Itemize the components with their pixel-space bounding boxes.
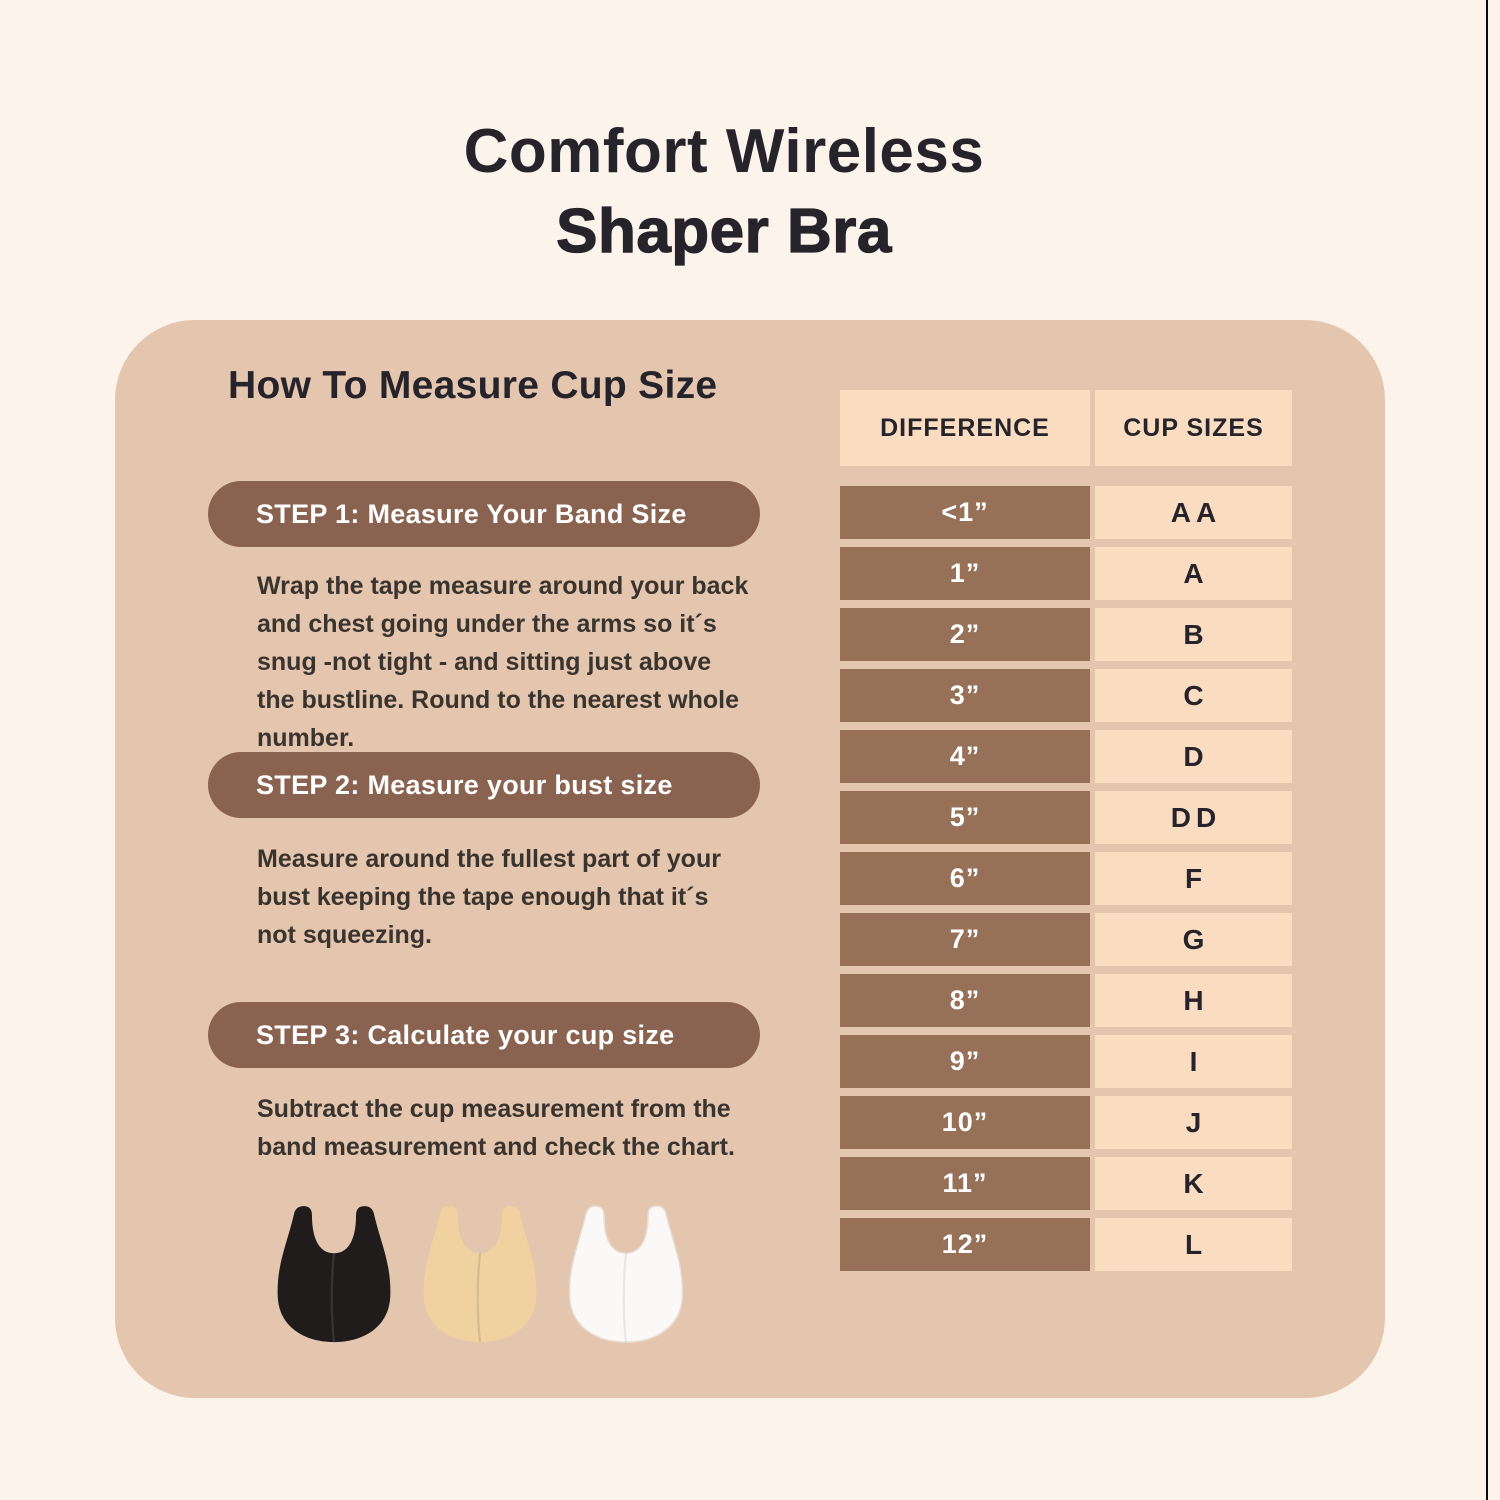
table-row — [840, 1035, 1292, 1088]
table-header-row — [840, 390, 1292, 466]
cup-size-cell: K — [1095, 1157, 1292, 1210]
difference-cell: 2” — [840, 608, 1090, 661]
cup-size-cell: DD — [1095, 791, 1292, 844]
table-row — [840, 852, 1292, 905]
cup-size-cell: AA — [1095, 486, 1292, 539]
step-2-label: STEP 2: Measure your bust size — [256, 769, 673, 800]
title-line-1: Comfort Wireless — [463, 117, 985, 186]
cup-size-cell: G — [1095, 913, 1292, 966]
table-row — [840, 1157, 1292, 1210]
difference-cell: 6” — [840, 852, 1090, 905]
difference-cell: 3” — [840, 669, 1090, 722]
title-line-2: Shaper Bra — [556, 197, 892, 266]
cup-size-cell: A — [1095, 547, 1292, 600]
table-row — [840, 547, 1292, 600]
table-row — [840, 1218, 1292, 1271]
table-row — [840, 1096, 1292, 1149]
step-3-pill — [208, 1002, 760, 1068]
bra-product-images — [255, 1200, 705, 1352]
table-row — [840, 608, 1292, 661]
cup-size-cell: H — [1095, 974, 1292, 1027]
difference-cell: 9” — [840, 1035, 1090, 1088]
table-row — [840, 974, 1292, 1027]
cup-size-cell: J — [1095, 1096, 1292, 1149]
difference-cell: 4” — [840, 730, 1090, 783]
cup-size-cell: D — [1095, 730, 1292, 783]
page-title — [0, 112, 1448, 272]
step-2-description: Measure around the fullest part of your bust keeping the tape enough that it´s not squeezing. — [257, 845, 721, 949]
cup-size-cell: F — [1095, 852, 1292, 905]
difference-cell: 7” — [840, 913, 1090, 966]
cup-size-cell: B — [1095, 608, 1292, 661]
step-3-label: STEP 3: Calculate your cup size — [256, 1019, 675, 1050]
difference-cell: 1” — [840, 547, 1090, 600]
nude-bra-image — [401, 1200, 559, 1352]
difference-cell: 12” — [840, 1218, 1090, 1271]
cup-size-cell: L — [1095, 1218, 1292, 1271]
step-2-pill — [208, 752, 760, 818]
table-row — [840, 913, 1292, 966]
cup-sizes-header: CUP SIZES — [1095, 390, 1292, 466]
difference-cell: 11” — [840, 1157, 1090, 1210]
difference-cell: 5” — [840, 791, 1090, 844]
section-heading: How To Measure Cup Size — [228, 364, 718, 407]
step-1-description: Wrap the tape measure around your back and chest going under the arms so it´s snug -not tight - and sitting just above the bustline. Round to the nearest whole number. — [257, 572, 749, 752]
difference-cell: <1” — [840, 486, 1090, 539]
difference-cell: 8” — [840, 974, 1090, 1027]
white-bra-image — [547, 1200, 705, 1352]
table-row — [840, 486, 1292, 539]
right-edge-line — [1486, 0, 1488, 1500]
table-row — [840, 730, 1292, 783]
cup-size-cell: I — [1095, 1035, 1292, 1088]
black-bra-image — [255, 1200, 413, 1352]
step-3-description: Subtract the cup measurement from the band measurement and check the chart. — [257, 1095, 735, 1161]
difference-header: DIFFERENCE — [840, 390, 1090, 466]
difference-cell: 10” — [840, 1096, 1090, 1149]
step-1-label: STEP 1: Measure Your Band Size — [256, 498, 687, 529]
measure-guide-card — [115, 320, 1385, 1398]
table-row — [840, 791, 1292, 844]
cup-size-table — [840, 390, 1292, 1279]
step-1-pill — [208, 481, 760, 547]
cup-size-cell: C — [1095, 669, 1292, 722]
table-row — [840, 669, 1292, 722]
